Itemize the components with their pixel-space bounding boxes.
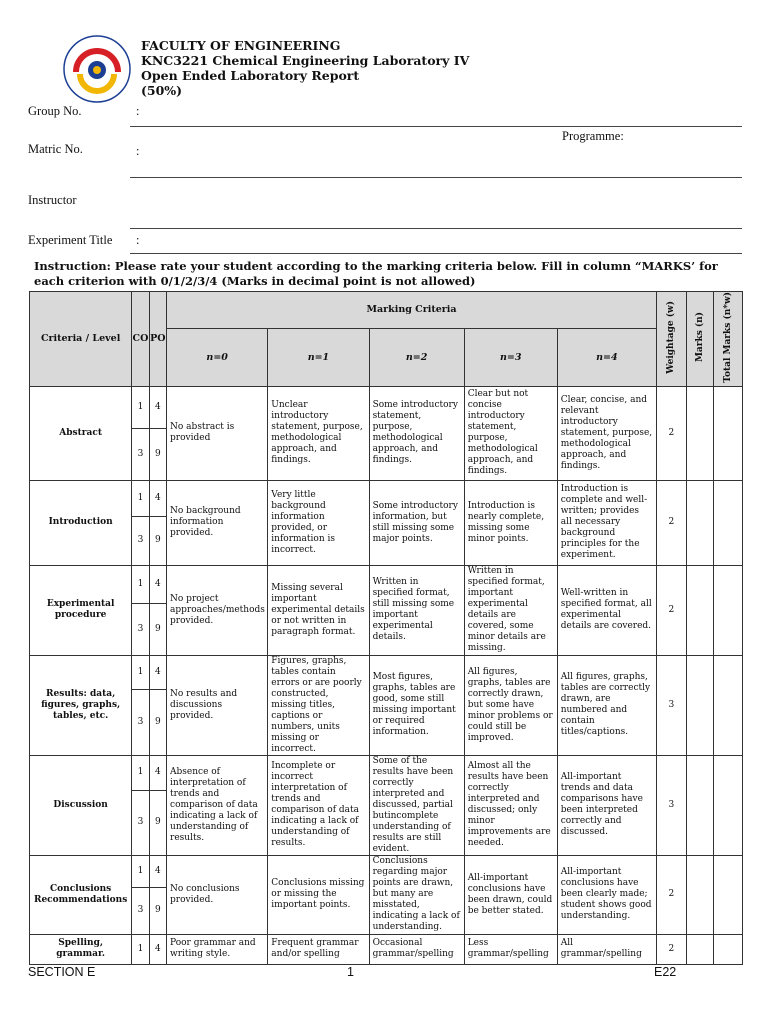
level-0-description: No project approaches/methods provided. xyxy=(167,565,268,655)
level-2-description: Most figures, graphs, tables are good, some still missing important or required information. xyxy=(369,655,464,755)
rubric-row xyxy=(30,934,743,964)
level-4-description: All figures, graphs, tables are correctly drawn, are numbered and contain titles/captions. xyxy=(557,655,656,755)
header-marks: Marks (n) xyxy=(694,312,705,363)
total-marks-cell[interactable] xyxy=(714,755,743,855)
co-value: 1 xyxy=(132,565,149,603)
level-4-description: Clear, concise, and relevant introductory statement, purpose, methodological approach, and findings. xyxy=(557,386,656,480)
weightage-value: 2 xyxy=(656,565,686,655)
criteria-label: Abstract xyxy=(30,386,132,480)
level-2-description: Conclusions regarding major points are drawn, but many are misstated, indicating a lack of understanding. xyxy=(369,855,464,934)
co-value: 3 xyxy=(132,690,149,756)
po-value: 9 xyxy=(149,791,166,856)
header-weightage: Weightage (w) xyxy=(666,300,677,374)
weightage-value: 2 xyxy=(656,480,686,565)
level-4-description: All-important trends and data comparisons have been interpreted correctly and discussed. xyxy=(557,755,656,855)
criteria-label: Conclusions Recommendations xyxy=(30,855,132,934)
weightage-value: 2 xyxy=(656,386,686,480)
level-4-description: Well-written in specified format, all experimental details are covered. xyxy=(557,565,656,655)
header-co: CO xyxy=(132,292,149,387)
instructor-line[interactable] xyxy=(130,228,742,229)
criteria-label: Introduction xyxy=(30,480,132,565)
rubric-row xyxy=(30,655,743,689)
level-2-description: Occasional grammar/spelling xyxy=(369,934,464,964)
level-1-description: Frequent grammar and/or spelling xyxy=(268,934,369,964)
level-3-description: All-important conclusions have been drawn, could be better stated. xyxy=(464,855,557,934)
header-level-2: n=2 xyxy=(369,328,464,386)
level-4-description: Introduction is complete and well-written; provides all necessary background principles for the experiment. xyxy=(557,480,656,565)
weightage-value: 3 xyxy=(656,755,686,855)
experiment-line[interactable] xyxy=(130,253,742,254)
level-0-description: No background information provided. xyxy=(167,480,268,565)
header-level-3: n=3 xyxy=(464,328,557,386)
po-value: 9 xyxy=(149,516,166,565)
total-marks-cell[interactable] xyxy=(714,565,743,655)
header-criteria: Criteria / Level xyxy=(30,292,132,387)
co-value: 1 xyxy=(132,655,149,689)
co-value: 3 xyxy=(132,516,149,565)
po-value: 9 xyxy=(149,690,166,756)
co-value: 3 xyxy=(132,428,149,480)
criteria-label: Results: data, figures, graphs, tables, etc. xyxy=(30,655,132,755)
total-marks-cell[interactable] xyxy=(714,480,743,565)
marks-cell[interactable] xyxy=(686,755,714,855)
co-value: 1 xyxy=(132,855,149,887)
weightage-value: 2 xyxy=(656,934,686,964)
criteria-label: Experimental procedure xyxy=(30,565,132,655)
rubric-table xyxy=(29,291,743,965)
header-level-4: n=4 xyxy=(557,328,656,386)
level-2-description: Written in specified format, still missing some important experimental details. xyxy=(369,565,464,655)
rubric-row xyxy=(30,755,743,790)
level-3-description: Clear but not concise introductory statement, purpose, methodological approach, and findings. xyxy=(464,386,557,480)
po-value: 4 xyxy=(149,855,166,887)
weightage-value: 3 xyxy=(656,655,686,755)
level-1-description: Figures, graphs, tables contain errors or are poorly constructed, missing titles, captions or numbers, units missing or incorrect. xyxy=(268,655,369,755)
total-marks-cell[interactable] xyxy=(714,655,743,755)
total-marks-cell[interactable] xyxy=(714,934,743,964)
level-0-description: No results and discussions provided. xyxy=(167,655,268,755)
marks-cell[interactable] xyxy=(686,655,714,755)
marks-cell[interactable] xyxy=(686,855,714,934)
footer-section: SECTION E xyxy=(28,965,96,979)
rubric-row xyxy=(30,855,743,887)
level-2-description: Some of the results have been correctly interpreted and discussed, partial butincomplete understanding of results are still evident. xyxy=(369,755,464,855)
faculty-title: FACULTY OF ENGINEERING xyxy=(141,38,341,53)
po-value: 4 xyxy=(149,755,166,790)
co-value: 1 xyxy=(132,480,149,516)
course-title: KNC3221 Chemical Engineering Laboratory IV xyxy=(141,53,470,68)
co-value: 1 xyxy=(132,755,149,790)
po-value: 9 xyxy=(149,887,166,934)
rubric-row xyxy=(30,565,743,603)
rubric-row xyxy=(30,480,743,516)
criteria-label: Spelling, grammar. xyxy=(30,934,132,964)
level-1-description: Missing several important experimental details or not written in paragraph format. xyxy=(268,565,369,655)
po-value: 4 xyxy=(149,655,166,689)
group-label: Group No. xyxy=(28,104,82,118)
programme-label: Programme: xyxy=(562,129,624,143)
level-3-description: Almost all the results have been correctly interpreted and discussed; only minor improvements are needed. xyxy=(464,755,557,855)
co-value: 3 xyxy=(132,887,149,934)
level-1-description: Unclear introductory statement, purpose, methodological approach, and findings. xyxy=(268,386,369,480)
po-value: 4 xyxy=(149,386,166,428)
unimas-logo xyxy=(62,34,132,104)
level-0-description: Poor grammar and writing style. xyxy=(167,934,268,964)
header-po: PO xyxy=(149,292,166,387)
report-weight: (50%) xyxy=(141,83,183,98)
document-header xyxy=(141,38,469,98)
po-value: 4 xyxy=(149,934,166,964)
header-marking-criteria: Marking Criteria xyxy=(167,292,657,329)
matric-colon: : xyxy=(136,144,140,158)
total-marks-cell[interactable] xyxy=(714,855,743,934)
po-value: 4 xyxy=(149,565,166,603)
weightage-value: 2 xyxy=(656,855,686,934)
level-0-description: No conclusions provided. xyxy=(167,855,268,934)
level-2-description: Some introductory information, but still missing some major points. xyxy=(369,480,464,565)
header-level-1: n=1 xyxy=(268,328,369,386)
level-3-description: Written in specified format, important experimental details are covered, some minor details are missing. xyxy=(464,565,557,655)
po-value: 9 xyxy=(149,603,166,655)
total-marks-cell[interactable] xyxy=(714,386,743,480)
level-3-description: Less grammar/spelling xyxy=(464,934,557,964)
matric-label: Matric No. xyxy=(28,142,83,156)
co-value: 1 xyxy=(132,386,149,428)
marks-cell[interactable] xyxy=(686,480,714,565)
marks-cell[interactable] xyxy=(686,934,714,964)
level-1-description: Incomplete or incorrect interpretation of trends and comparison of data indicating a lack of understanding of results. xyxy=(268,755,369,855)
instruction-text: Instruction: Please rate your student according to the marking criteria below. Fill in column “MARKS’ for each criterion with 0/1/2/3/4 (Marks in decimal point is not allowed) xyxy=(34,259,718,288)
co-value: 3 xyxy=(132,791,149,856)
po-value: 9 xyxy=(149,428,166,480)
co-value: 3 xyxy=(132,603,149,655)
group-line[interactable] xyxy=(130,126,742,127)
footer-code: E22 xyxy=(654,965,677,979)
criteria-label: Discussion xyxy=(30,755,132,855)
marks-cell[interactable] xyxy=(686,386,714,480)
level-4-description: All-important conclusions have been clearly made; student shows good understanding. xyxy=(557,855,656,934)
footer-page-number: 1 xyxy=(347,965,354,979)
level-0-description: Absence of interpretation of trends and comparison of data indicating a lack of understanding of results. xyxy=(167,755,268,855)
matric-line[interactable] xyxy=(130,177,742,178)
level-3-description: All figures, graphs, tables are correctly drawn, but some have minor problems or could still be improved. xyxy=(464,655,557,755)
marks-cell[interactable] xyxy=(686,565,714,655)
level-4-description: All grammar/spelling xyxy=(557,934,656,964)
level-1-description: Very little background information provided, or information is incorrect. xyxy=(268,480,369,565)
rubric-row xyxy=(30,386,743,428)
co-value: 1 xyxy=(132,934,149,964)
level-1-description: Conclusions missing or missing the important points. xyxy=(268,855,369,934)
level-2-description: Some introductory statement, purpose, methodological approach, and findings. xyxy=(369,386,464,480)
header-total-marks: Total Marks (n*w) xyxy=(723,292,734,383)
level-3-description: Introduction is nearly complete, missing some minor points. xyxy=(464,480,557,565)
experiment-title-label: Experiment Title xyxy=(28,233,113,247)
instructor-label: Instructor xyxy=(28,193,77,207)
header-level-0: n=0 xyxy=(167,328,268,386)
report-title: Open Ended Laboratory Report xyxy=(141,68,360,83)
experiment-colon: : xyxy=(136,233,140,247)
level-0-description: No abstract is provided xyxy=(167,386,268,480)
po-value: 4 xyxy=(149,480,166,516)
group-colon: : xyxy=(136,104,140,118)
